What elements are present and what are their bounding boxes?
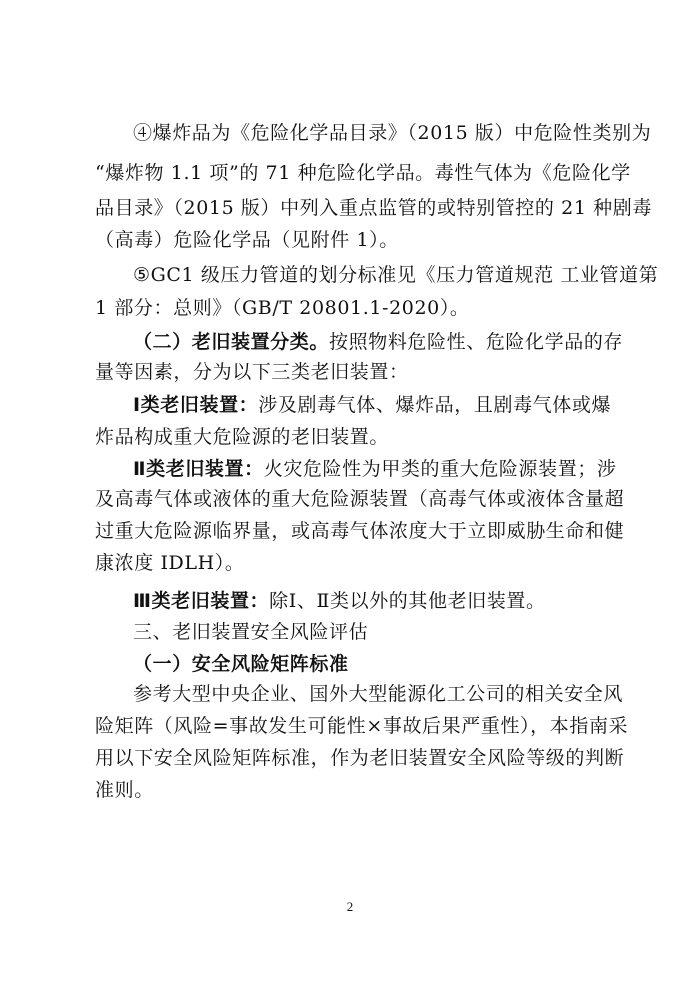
class1-line1 [133, 393, 653, 417]
class3-label: Ⅲ类老旧装置： [133, 590, 270, 612]
class2-line1 [133, 457, 653, 481]
para3-line2: 险矩阵（风险=事故发生可能性×事故后果严重性），本指南采 [95, 715, 629, 737]
section2-heading: （二）老旧装置分类。 [133, 331, 330, 353]
class3-line1-text: 除Ⅰ、Ⅱ类以外的其他老旧装置。 [269, 590, 546, 612]
class2-line2: 及高毒气体或液体的重大危险源装置（高毒气体或液体含量超 [95, 488, 625, 510]
page-number: 2 [346, 899, 354, 914]
section3-title: 三、老旧装置安全风险评估 [133, 621, 369, 643]
para1-line4: （高毒）危险化学品（见附件 1）。 [95, 229, 399, 251]
para3-line4: 准则。 [95, 779, 154, 801]
class2-line4: 康浓度 IDLH）。 [95, 552, 245, 574]
subsection1-title: （一）安全风险矩阵标准 [133, 653, 349, 675]
para2-line1: ⑤GC1 级压力管道的划分标准见《压力管道规范 工业管道第 [133, 264, 659, 286]
class2-label: Ⅱ类老旧装置： [133, 458, 264, 480]
class1-line1-text: 涉及剧毒气体、爆炸品，且剧毒气体或爆 [258, 394, 612, 416]
section2-line2: 量等因素，分为以下三类老旧装置： [95, 361, 409, 383]
para1-line1: ④爆炸品为《危险化学品目录》（2015 版）中危险性类别为 [133, 122, 652, 144]
para2-line2: 1 部分：总则》（GB/T 20801.1-2020）。 [95, 297, 470, 319]
para3-line1: 参考大型中央企业、国外大型能源化工公司的相关安全风 [133, 683, 624, 705]
class2-line1-text: 火灾危险性为甲类的重大危险源装置；涉 [263, 458, 617, 480]
para1-line2: “爆炸物 1.1 项”的 71 种危险化学品。毒性气体为《危险化学 [95, 162, 631, 184]
section2-line1 [133, 330, 653, 354]
para3-line3: 用以下安全风险矩阵标准，作为老旧装置安全风险等级的判断 [95, 747, 625, 769]
class1-line2: 炸品构成重大危险源的老旧装置。 [95, 426, 390, 448]
class3-line1 [133, 589, 653, 613]
para1-line3: 品目录》（2015 版）中列入重点监管的或特别管控的 21 种剧毒 [95, 197, 652, 219]
class2-line3: 过重大危险源临界量，或高毒气体浓度大于立即威胁生命和健 [95, 520, 625, 542]
section2-line1-text: 按照物料危险性、危险化学品的存 [329, 331, 624, 353]
class1-label: Ⅰ类老旧装置： [133, 394, 259, 416]
